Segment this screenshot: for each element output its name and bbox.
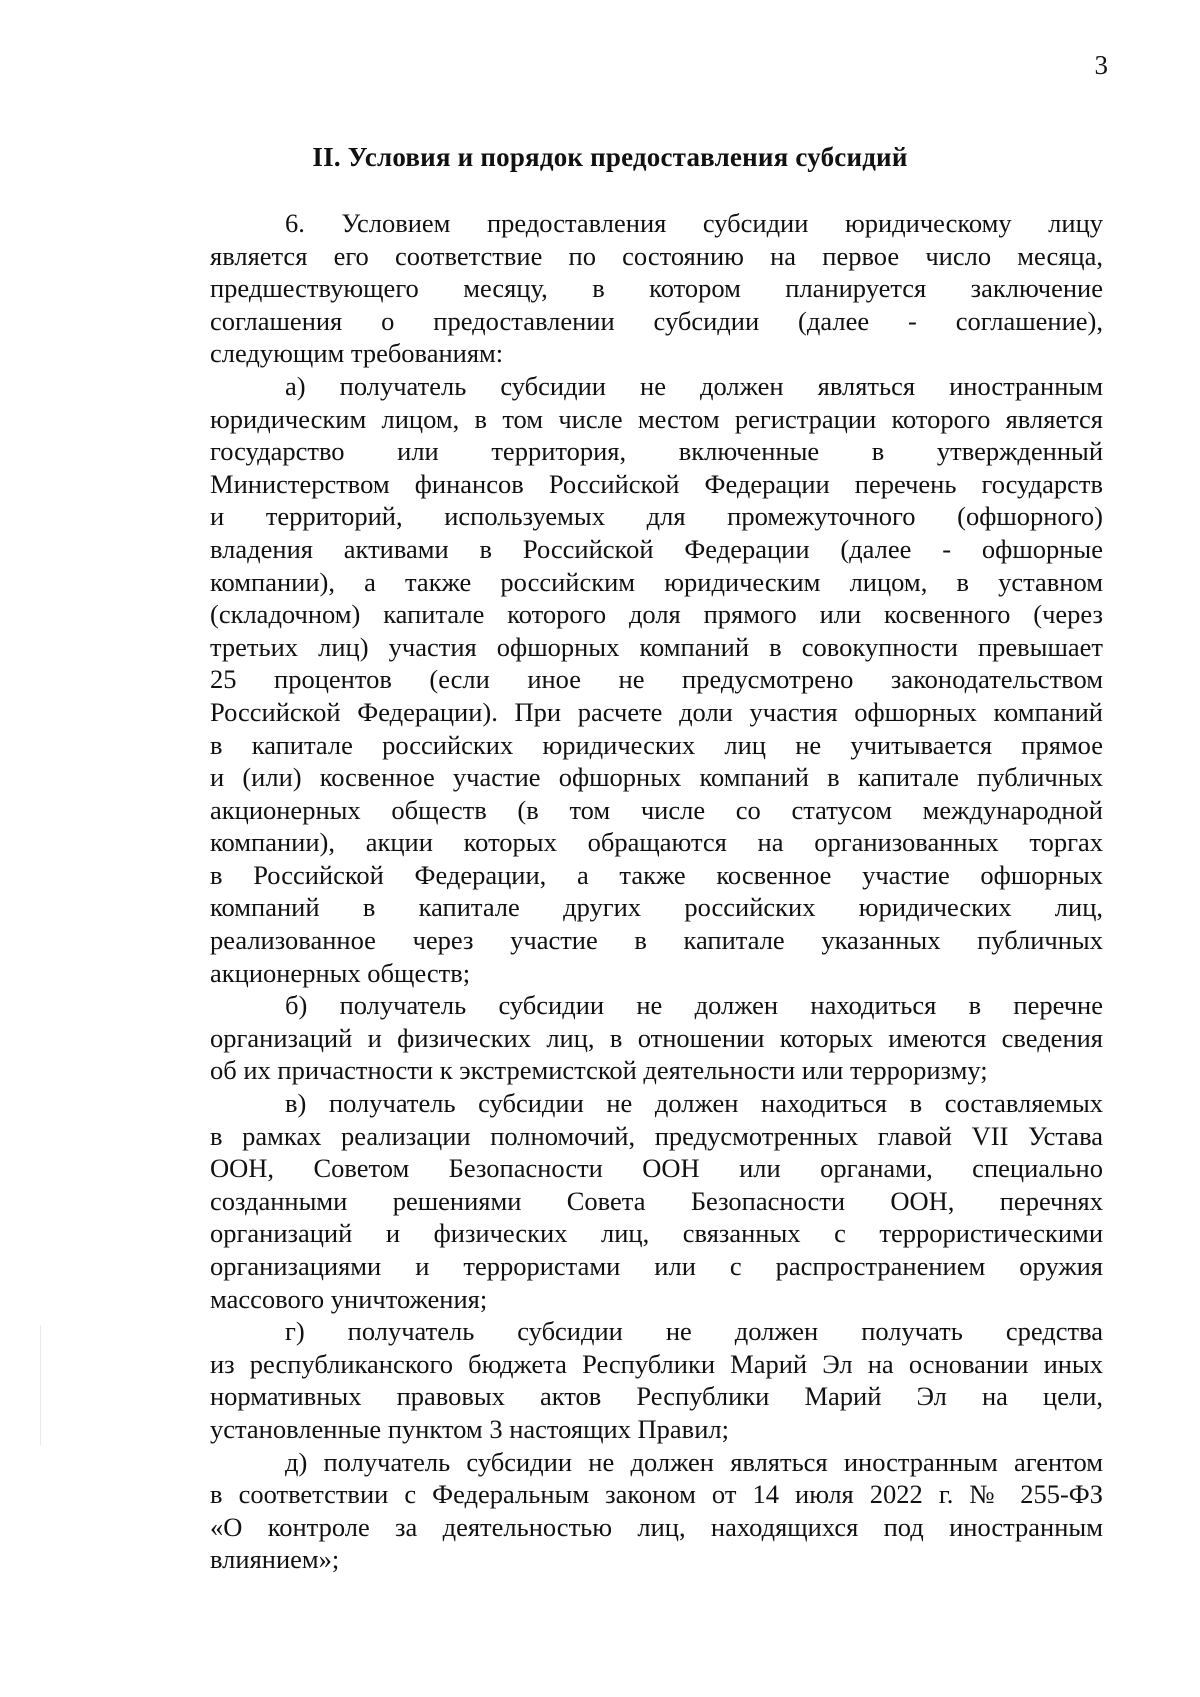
text-line: «О контроле за деятельностью лиц, находящихся под иностранным — [210, 1511, 1103, 1542]
text-line: Российской Федерации). При расчете доли участия офшорных компаний — [210, 696, 1103, 727]
text-line: организаций и физических лиц, в отношении которых имеются сведения — [210, 1022, 1103, 1053]
text-line: организациями и террористами или с распространением оружия — [210, 1251, 1103, 1281]
text-line: б) получатель субсидии не должен находиться в перечне — [285, 990, 1103, 1021]
text-line: ООН, Советом Безопасности ООН или органами, специально — [210, 1153, 1103, 1184]
text-line: влиянием»; — [210, 1544, 340, 1575]
text-line: установленные пунктом 3 настоящих Правил; — [210, 1413, 729, 1444]
text-line: третьих лиц) участия офшорных компаний в совокупности превышает — [210, 631, 1103, 662]
text-line: следующим требованиям: — [210, 338, 504, 369]
text-line: массового уничтожения; — [210, 1283, 488, 1314]
text-line: акционерных обществ; — [210, 957, 471, 988]
subparagraph-d — [210, 1446, 1103, 1576]
text-line: предшествующего месяцу, в котором планируется заключение — [210, 273, 1103, 304]
text-line: соглашения о предоставлении субсидии (далее - соглашение), — [210, 305, 1103, 336]
text-line: в Российской Федерации, а также косвенное участие офшорных — [210, 859, 1103, 890]
subparagraph-v — [210, 1087, 1103, 1315]
text-line: в) получатель субсидии не должен находиться в составляемых — [285, 1088, 1103, 1119]
text-line: является его соответствие по состоянию на первое число месяца, — [210, 240, 1103, 271]
scan-artifact-line — [40, 1325, 41, 1445]
text-line: в соответствии с Федеральным законом от 14 июля 2022 г. № 255-ФЗ — [210, 1479, 1103, 1510]
text-line: из республиканского бюджета Республики Марий Эл на основании иных — [210, 1348, 1103, 1379]
text-line: государство или территория, включенные в утвержденный — [210, 436, 1103, 467]
text-line: 25 процентов (если иное не предусмотрено законодательством — [210, 664, 1103, 695]
text-line: Министерством финансов Российской Федерации перечень государств — [210, 468, 1103, 499]
text-line: нормативных правовых актов Республики Марий Эл на цели, — [210, 1381, 1103, 1412]
paragraph-6 — [210, 207, 1103, 370]
text-line: в рамках реализации полномочий, предусмотренных главой VII Устава — [210, 1120, 1103, 1151]
text-line: компаний в капитале других российских юридических лиц, — [210, 892, 1103, 923]
text-line: реализованное через участие в капитале указанных публичных — [210, 925, 1103, 956]
page-number: 3 — [1094, 50, 1108, 80]
text-line: созданными решениями Совета Безопасности ООН, перечнях — [210, 1185, 1103, 1216]
text-line: и (или) косвенное участие офшорных компаний в капитале публичных — [210, 762, 1103, 793]
text-line: владения активами в Российской Федерации (далее - офшорные — [210, 533, 1103, 564]
text-line: в капитале российских юридических лиц не учитывается прямое — [210, 729, 1103, 760]
document-body — [210, 207, 1103, 1576]
text-line: и территорий, используемых для промежуточного (офшорного) — [210, 501, 1103, 532]
text-line: компании), а также российским юридическим лицом, в уставном — [210, 566, 1103, 597]
section-title: II. Условия и порядок предоставления субсидий — [312, 142, 908, 172]
subparagraph-a — [210, 370, 1103, 989]
text-line: (складочном) капитале которого доля прямого или косвенного (через — [210, 599, 1103, 630]
text-line: г) получатель субсидии не должен получать средства — [285, 1316, 1103, 1347]
text-line: д) получатель субсидии не должен являться иностранным агентом — [285, 1446, 1103, 1477]
text-line: 6. Условием предоставления субсидии юридическому лицу — [285, 208, 1103, 238]
subparagraph-b — [210, 989, 1103, 1087]
text-line: юридическим лицом, в том числе местом регистрации которого является — [210, 403, 1103, 434]
subparagraph-g — [210, 1315, 1103, 1445]
text-line: компании), акции которых обращаются на организованных торгах — [210, 827, 1103, 858]
text-line: а) получатель субсидии не должен являться иностранным — [285, 370, 1103, 401]
text-line: акционерных обществ (в том числе со статусом международной — [210, 794, 1103, 825]
text-line: организаций и физических лиц, связанных с террористическими — [210, 1218, 1103, 1249]
text-line: об их причастности к экстремистской деятельности или терроризму; — [210, 1055, 988, 1086]
